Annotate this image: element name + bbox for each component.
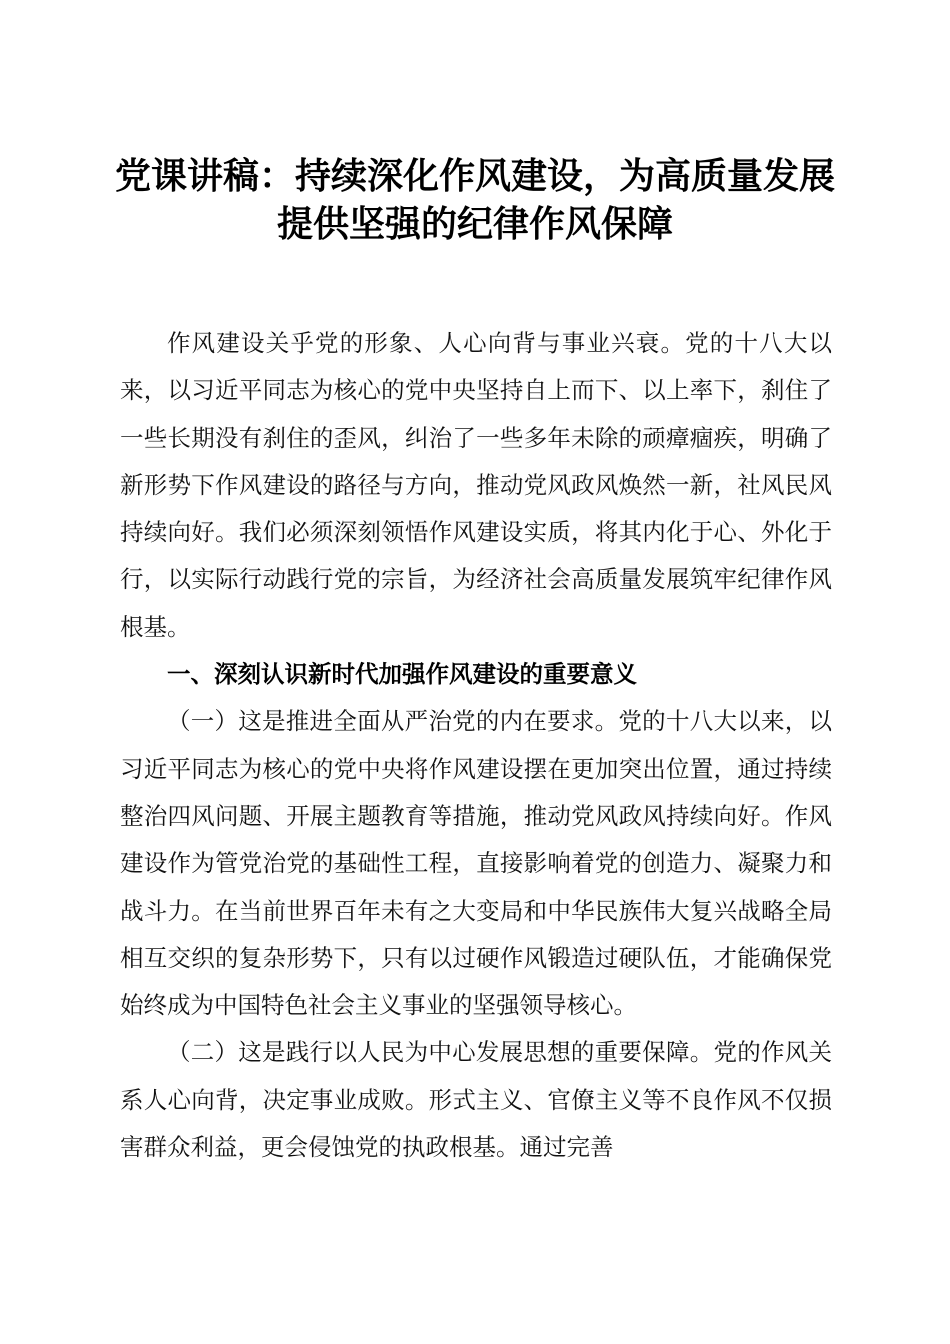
intro-paragraph: 作风建设关乎党的形象、人心向背与事业兴衰。党的十八大以来，以习近平同志为核心的党中央坚持自上而下、以上率下，刹住了一些长期没有刹住的歪风，纠治了一些多年未除的顽瘴痼疾，明确了新形势下作风建设的路径与方向，推动党风政风焕然一新，社风民风持续向好。我们必须深刻领悟作风建设实质，将其内化于心、外化于行，以实际行动践行党的宗旨，为经济社会高质量发展筑牢纪律作风根基。 [120,329,832,641]
section-heading-1: 一、深刻认识新时代加强作风建设的重要意义 [167,660,637,689]
title-line-2: 提供坚强的纪律作风保障 [276,203,673,245]
point-paragraph-2: （二）这是践行以人民为中心发展思想的重要保障。党的作风关系人心向背，决定事业成败。形式主义、官僚主义等不良作风不仅损害群众利益，更会侵蚀党的执政根基。通过完善 [120,1038,832,1162]
point-paragraph-1: （一）这是推进全面从严治党的内在要求。党的十八大以来，以习近平同志为核心的党中央将作风建设摆在更加突出位置，通过持续整治四风问题、开展主题教育等措施，推动党风政风持续向好。作风建设作为管党治党的基础性工程，直接影响着党的创造力、凝聚力和战斗力。在当前世界百年未有之大变局和中华民族伟大复兴战略全局相互交织的复杂形势下，只有以过硬作风锻造过硬队伍，才能确保党始终成为中国特色社会主义事业的坚强领导核心。 [120,707,832,1020]
document-title [0,152,950,248]
title-line-1: 党课讲稿：持续深化作风建设，为高质量发展 [114,155,835,197]
document-body [120,320,832,1171]
